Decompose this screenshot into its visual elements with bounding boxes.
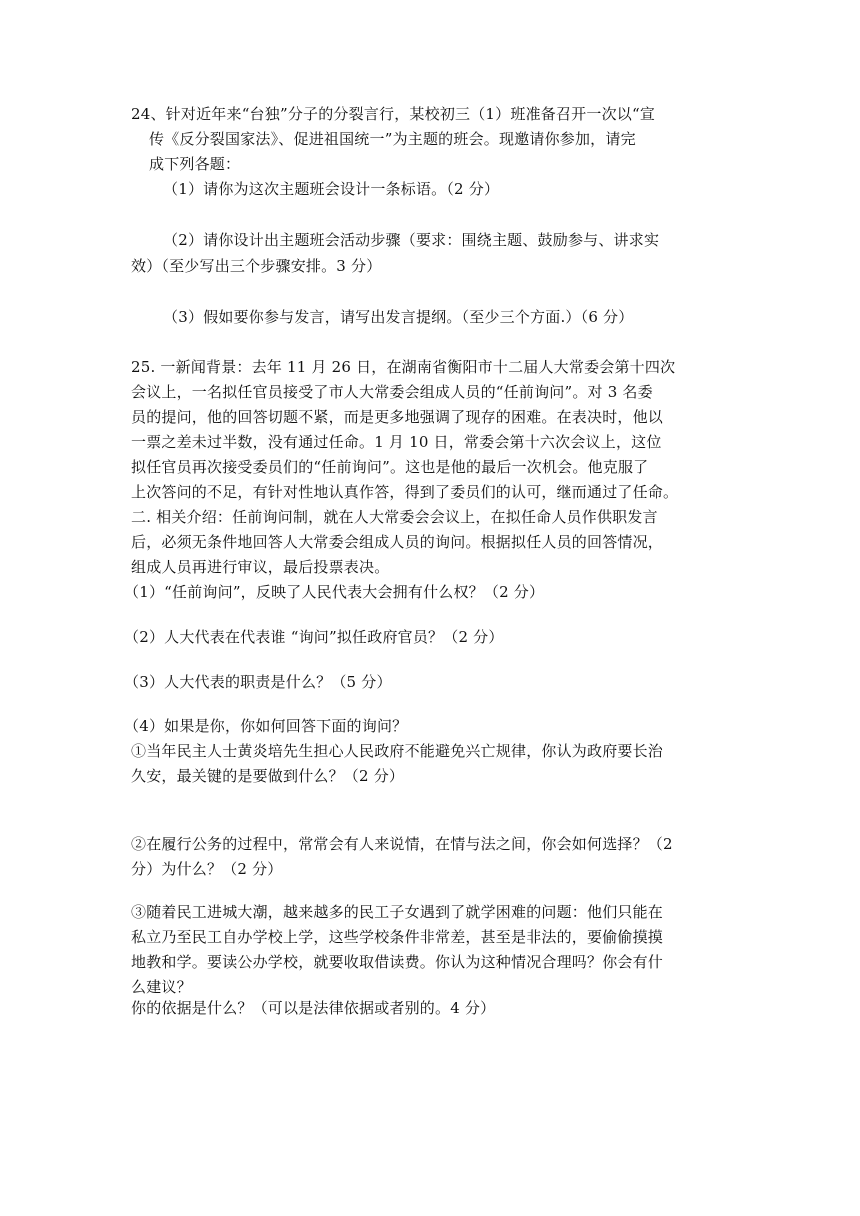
q25-background-line-6: 上次答问的不足，有针对性地认真作答，得到了委员们的认可，继而通过了任命。: [131, 483, 679, 501]
q25-item2-line-2: 分）为什么？（2 分）: [131, 860, 283, 878]
q25-intro-line-2: 后，必须无条件地回答人大常委会组成人员的询问。根据拟任人员的回答情况，: [131, 533, 664, 551]
q25-background-line-3: 员的提问，他的回答切题不紧，而是更多地强调了现存的困难。在表决时，他以: [131, 408, 664, 426]
q24-part2-line-1: （2）请你设计出主题班会活动步骤（要求：围绕主题、鼓励参与、讲求实: [163, 231, 660, 249]
q25-background-line-1: 25. 一新闻背景：去年 11 月 26 日，在湖南省衡阳市十二届人大常委会第十四次: [131, 358, 676, 376]
q25-item1-line-2: 久安，最关键的是要做到什么？（2 分）: [131, 767, 405, 785]
q24-stem-line-2: 传《反分裂国家法》、促进祖国统一”为主题的班会。现邀请你参加，请完: [149, 130, 636, 148]
q25-item3-line-2: 私立乃至民工自办学校上学，这些学校条件非常差，甚至是非法的，要偷偷摸摸: [131, 928, 664, 946]
q25-item3-line-4: 么建议？: [131, 978, 192, 996]
q25-intro-line-1: 二. 相关介绍：任前询问制，就在人大常委会会议上，在拟任命人员作供职发言: [131, 508, 658, 526]
q25-background-line-4: 一票之差未过半数，没有通过任命。1 月 10 日，常委会第十六次会议上，这位: [131, 433, 662, 451]
q25-background-line-5: 拟任官员再次接受委员们的“任前询问”。这也是他的最后一次机会。他克服了: [131, 458, 649, 476]
q25-sub2: （2）人大代表在代表谁 “询问”拟任政府官员？（2 分）: [124, 628, 504, 646]
q25-item3-line-1: ③随着民工进城大潮，越来越多的民工子女遇到了就学困难的问题：他们只能在: [131, 903, 664, 921]
q25-sub1: （1）“任前询问”，反映了人民代表大会拥有什么权？（2 分）: [124, 583, 545, 601]
q25-item3-line-3: 地教和学。要读公办学校，就要收取借读费。你认为这种情况合理吗？你会有什: [131, 953, 664, 971]
q25-item3-line-5: 你的依据是什么？（可以是法律依据或者别的。4 分）: [131, 999, 496, 1017]
q25-sub4: （4）如果是你，你如何回答下面的询问？: [124, 717, 408, 735]
q24-stem-line-1: 24、针对近年来“台独”分子的分裂言行，某校初三（1）班准备召开一次以“宣: [131, 105, 656, 123]
q24-part2-line-2: 效）（至少写出三个步骤安排。3 分）: [131, 257, 382, 275]
q24-stem-line-3: 成下列各题：: [149, 155, 241, 173]
q25-background-line-2: 会议上，一名拟任官员接受了市人大常委会组成人员的“任前询问”。对 3 名委: [131, 383, 653, 401]
q25-sub3: （3）人大代表的职责是什么？（5 分）: [124, 673, 392, 691]
q24-part1: （1）请你为这次主题班会设计一条标语。（2 分）: [163, 180, 500, 198]
q25-item1-line-1: ①当年民主人士黄炎培先生担心人民政府不能避免兴亡规律，你认为政府要长治: [131, 742, 664, 760]
q25-item2-line-1: ②在履行公务的过程中，常常会有人来说情，在情与法之间，你会如何选择？（2: [131, 835, 673, 853]
q25-intro-line-3: 组成人员再进行审议，最后投票表决。: [131, 558, 390, 576]
q24-part3: （3）假如要你参与发言，请写出发言提纲。（至少三个方面.）（6 分）: [163, 308, 634, 326]
